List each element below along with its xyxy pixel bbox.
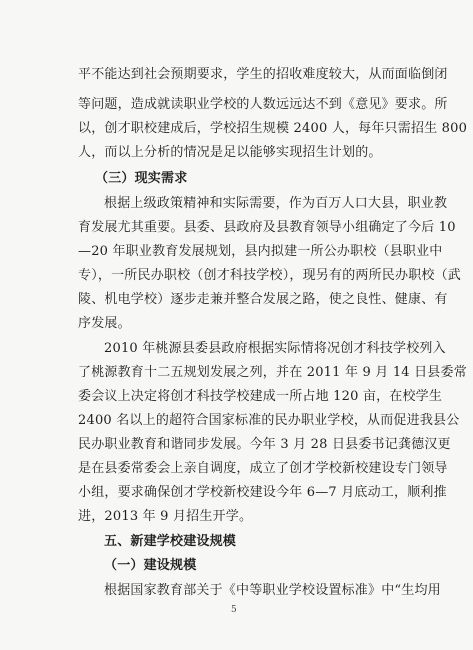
body-text-line: 民办职业教育和谐同步发展。今年 3 月 28 日县委书记龚德汉更 — [78, 437, 451, 452]
body-text-line: 委会议上决定将创才科技学校建成一所占地 120 亩，在校学生 — [78, 389, 443, 404]
subsection-heading-realistic-demand: （三）现实需求 — [95, 171, 188, 186]
body-text-line: 根据国家教育部关于《中等职业学校设置标准》中“生均用 — [104, 583, 441, 598]
body-text-line: 专），一所民办职校（创才科技学校），现另有的两所民办职校（武 — [78, 268, 462, 283]
body-text-line: 陵、机电学校）逐步走兼并整合发展之路，使之良性、健康、有 — [78, 292, 448, 307]
page-number: 5 — [231, 605, 237, 615]
body-text-line: 2400 名以上的超符合国家标准的民办职业学校，从而促进我县公 — [78, 413, 460, 428]
section-heading-construction-scale: 五、新建学校建设规模 — [104, 534, 237, 549]
body-text-line: 等问题，造成就读职业学校的人数远远达不到《意见》要求。所 — [78, 97, 448, 112]
body-text-line: 以，创才职校建成后，学校招生规模 2400 人，每年只需招生 800 — [78, 121, 468, 136]
body-text-line: 平不能达到社会预期要求，学生的招收难度较大，从而面临倒闭 — [78, 67, 448, 82]
subsection-heading-construction-scale: （一）建设规模 — [104, 558, 197, 573]
body-text-line: 育发展尤其重要。县委、县政府及县教育领导小组确定了今后 10 — [78, 220, 456, 235]
body-text-line: 人，而以上分析的情况是足以能够实现招生计划的。 — [78, 145, 382, 160]
body-text-line: 根据上级政策精神和实际需要，作为百万人口大县，职业教 — [104, 196, 448, 211]
body-text-line: —20 年职业教育发展规划，县内拟建一所公办职校（县职业中 — [78, 244, 443, 259]
body-text-line: 小组，要求确保创才学校新校建设今年 6—7 月底动工，顺利推 — [78, 485, 447, 500]
body-text-line: 是在县委常委会上亲自调度，成立了创才学校新校建设专门领导 — [78, 461, 448, 476]
body-text-line: 了桃源教育十二五规划发展之列，并在 2011 年 9 月 14 日县委常 — [78, 365, 467, 380]
body-text-line: 序发展。 — [78, 316, 131, 331]
body-text-line: 2010 年桃源县委县政府根据实际情将况创才科技学校列入 — [104, 341, 446, 356]
body-text-line: 进，2013 年 9 月招生开学。 — [78, 509, 253, 524]
